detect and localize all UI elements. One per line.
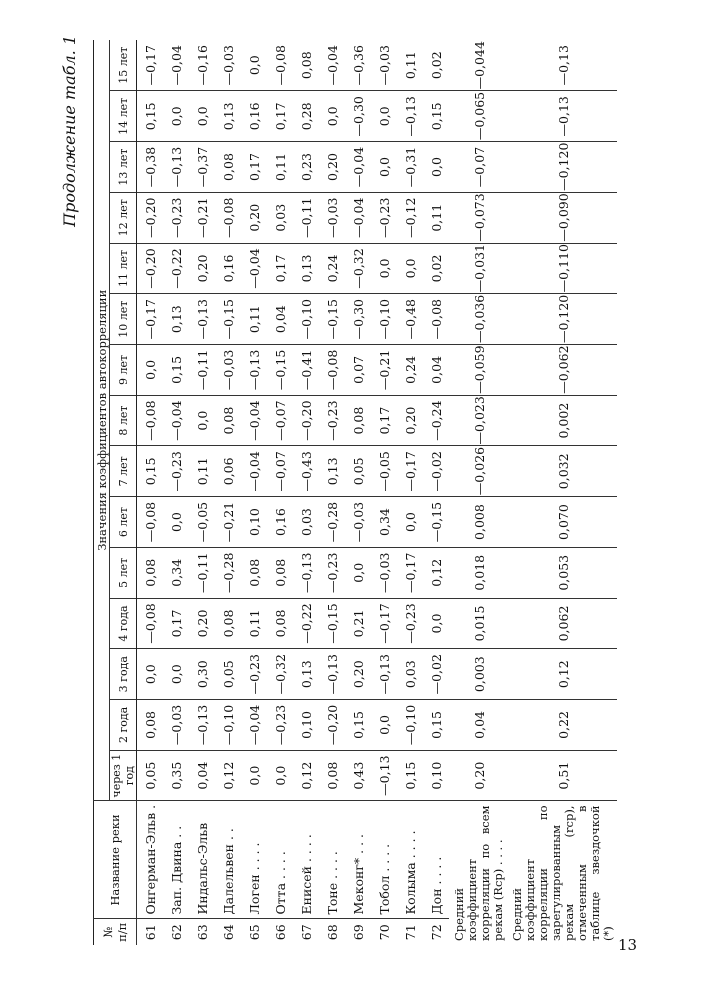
coefficient-cell: 0,11 — [267, 142, 293, 193]
average-value: —0,120 — [509, 294, 617, 345]
coefficient-cell: 0,12 — [293, 750, 319, 801]
coefficient-cell: 0,17 — [267, 91, 293, 142]
coefficient-cell: —0,04 — [168, 45, 184, 86]
row-number: 65 — [241, 919, 267, 945]
coefficient-cell: 0,35 — [163, 750, 189, 801]
average-value: 0,002 — [509, 395, 617, 446]
coefficient-cell: 0,17 — [267, 243, 293, 294]
table-row — [371, 40, 397, 945]
coefficient-cell: —0,36 — [350, 45, 366, 86]
row-number: 69 — [345, 919, 371, 945]
coefficient-cell: —0,21 — [189, 192, 215, 243]
average-value: —0,023 — [449, 395, 509, 446]
coefficient-cell: 0,28 — [293, 91, 319, 142]
table-row — [163, 40, 189, 945]
coefficient-cell: 0,07 — [345, 345, 371, 396]
average-value: —0,044 — [471, 41, 487, 90]
coefficient-cell: 0,24 — [397, 345, 423, 396]
average-value: 0,12 — [509, 649, 617, 700]
average-value: 0,20 — [449, 750, 509, 801]
river-name: Далельвен . . — [215, 801, 241, 919]
river-name: Отта . . . . — [267, 801, 293, 919]
coefficient-cell: 0,0 — [137, 345, 164, 396]
coefficient-cell: 0,11 — [241, 294, 267, 345]
coefficient-cell: —0,21 — [371, 345, 397, 396]
coefficient-cell: 0,11 — [423, 192, 449, 243]
header-year: через 1 год — [110, 750, 137, 801]
coefficient-cell: —0,30 — [345, 294, 371, 345]
coefficient-cell: —0,13 — [241, 345, 267, 396]
coefficient-cell: 0,0 — [345, 547, 371, 598]
coefficient-cell: 0,05 — [345, 446, 371, 497]
coefficient-cell: —0,13 — [371, 649, 397, 700]
coefficient-cell: 0,17 — [371, 395, 397, 446]
coefficient-cell: 0,0 — [371, 91, 397, 142]
header-year: 11 лет — [110, 243, 137, 294]
coefficient-cell: 0,15 — [137, 91, 164, 142]
coefficient-cell: —0,13 — [189, 294, 215, 345]
coefficient-cell: 0,03 — [293, 497, 319, 548]
coefficient-cell: 0,15 — [163, 345, 189, 396]
average-value: 0,003 — [449, 649, 509, 700]
coefficient-cell: —0,17 — [137, 294, 164, 345]
average-value: 0,070 — [509, 497, 617, 548]
header-year: 8 лет — [110, 395, 137, 446]
coefficient-cell: 0,0 — [241, 750, 267, 801]
coefficient-cell: 0,02 — [428, 51, 444, 80]
coefficient-cell: —0,43 — [293, 446, 319, 497]
coefficient-cell: 0,04 — [423, 345, 449, 396]
table-row — [319, 40, 345, 945]
coefficient-cell: —0,22 — [163, 243, 189, 294]
average-row — [449, 40, 509, 945]
coefficient-cell: —0,32 — [267, 649, 293, 700]
coefficient-cell: 0,0 — [189, 91, 215, 142]
river-name: Тоне . . . . — [319, 801, 345, 919]
coefficient-cell: 0,08 — [215, 395, 241, 446]
row-number: 64 — [215, 919, 241, 945]
coefficient-cell: —0,24 — [423, 395, 449, 446]
average-value: 0,22 — [509, 700, 617, 751]
coefficient-cell: 0,13 — [293, 649, 319, 700]
coefficient-cell: 0,0 — [137, 649, 164, 700]
river-name: Индальс-Эльв — [189, 801, 215, 919]
coefficient-cell: —0,20 — [293, 395, 319, 446]
coefficient-cell: 0,12 — [215, 750, 241, 801]
coefficient-cell: 0,20 — [241, 192, 267, 243]
average-value: 0,053 — [509, 547, 617, 598]
coefficient-cell: 0,30 — [189, 649, 215, 700]
coefficient-cell: 0,11 — [402, 51, 418, 80]
header-year: 13 лет — [110, 142, 137, 193]
coefficient-cell: —0,28 — [215, 547, 241, 598]
coefficient-cell: —0,37 — [189, 142, 215, 193]
coefficient-cell: —0,04 — [163, 395, 189, 446]
coefficient-cell: 0,0 — [371, 700, 397, 751]
header-year: 4 года — [110, 598, 137, 649]
average-value: —0,062 — [509, 345, 617, 396]
river-name: Тобол . . . . — [371, 801, 397, 919]
coefficient-cell: 0,34 — [371, 497, 397, 548]
coefficient-cell: 0,43 — [345, 750, 371, 801]
table-row — [293, 40, 319, 945]
rotated-page — [58, 35, 658, 945]
coefficient-cell: —0,04 — [324, 45, 340, 86]
coefficient-cell: —0,23 — [319, 547, 345, 598]
header-year: 2 года — [110, 700, 137, 751]
table-row — [423, 40, 449, 945]
coefficient-cell: —0,41 — [293, 345, 319, 396]
coefficient-cell: 0,17 — [163, 598, 189, 649]
coefficient-cell: —0,20 — [137, 192, 164, 243]
river-name: Логен . . . . — [241, 801, 267, 919]
average-value: 0,018 — [449, 547, 509, 598]
average-label: Средний коэффициент корреляции по всем рекам (Rср) . . . . — [449, 801, 509, 945]
coefficient-cell: —0,05 — [371, 446, 397, 497]
average-value: —0,065 — [449, 91, 509, 142]
coefficient-cell: 0,20 — [189, 243, 215, 294]
coefficient-cell: 0,05 — [137, 750, 164, 801]
coefficient-cell: 0,0 — [246, 55, 262, 76]
coefficient-cell: 0,08 — [215, 598, 241, 649]
coefficient-cell: —0,10 — [371, 294, 397, 345]
coefficient-cell: 0,03 — [267, 192, 293, 243]
coefficient-cell: —0,13 — [371, 750, 397, 801]
header-year: 7 лет — [110, 446, 137, 497]
river-name: Зап. Двина . . — [163, 801, 189, 919]
row-number: 62 — [163, 919, 189, 945]
coefficient-cell: 0,20 — [345, 649, 371, 700]
coefficient-cell: 0,0 — [371, 243, 397, 294]
coefficient-cell: 0,08 — [267, 547, 293, 598]
coefficient-cell: —0,10 — [293, 294, 319, 345]
coefficient-cell: —0,15 — [215, 294, 241, 345]
average-value: 0,015 — [449, 598, 509, 649]
average-value: —0,090 — [509, 192, 617, 243]
coefficient-cell: —0,08 — [423, 294, 449, 345]
coefficient-cell: 0,15 — [345, 700, 371, 751]
coefficient-cell: 0,16 — [215, 243, 241, 294]
coefficient-cell: —0,08 — [319, 345, 345, 396]
coefficient-cell: 0,0 — [371, 142, 397, 193]
autocorrelation-table — [93, 40, 617, 945]
header-year: 14 лет — [110, 91, 137, 142]
coefficient-cell: 0,34 — [163, 547, 189, 598]
coefficient-cell: 0,16 — [267, 497, 293, 548]
coefficient-cell: —0,04 — [345, 142, 371, 193]
coefficient-cell: 0,08 — [137, 547, 164, 598]
coefficient-cell: 0,13 — [163, 294, 189, 345]
average-value: 0,032 — [509, 446, 617, 497]
coefficient-cell: 0,0 — [319, 91, 345, 142]
coefficient-cell: 0,0 — [267, 750, 293, 801]
row-number: 63 — [189, 919, 215, 945]
coefficient-cell: 0,0 — [423, 142, 449, 193]
coefficient-cell: —0,08 — [272, 45, 288, 86]
coefficient-cell: —0,12 — [397, 192, 423, 243]
coefficient-cell: 0,08 — [267, 598, 293, 649]
coefficient-cell: —0,03 — [220, 45, 236, 86]
coefficient-cell: —0,15 — [267, 345, 293, 396]
row-number: 67 — [293, 919, 319, 945]
coefficient-cell: —0,23 — [371, 192, 397, 243]
average-value: —0,07 — [449, 142, 509, 193]
average-value: 0,008 — [449, 497, 509, 548]
coefficient-cell: 0,05 — [215, 649, 241, 700]
coefficient-cell: —0,17 — [371, 598, 397, 649]
coefficient-cell: 0,0 — [423, 598, 449, 649]
coefficient-cell: —0,23 — [319, 395, 345, 446]
coefficient-cell: —0,07 — [267, 446, 293, 497]
coefficient-cell: 0,04 — [189, 750, 215, 801]
header-num: № п/п — [94, 919, 137, 945]
average-value: —0,036 — [449, 294, 509, 345]
coefficient-cell: —0,10 — [397, 700, 423, 751]
coefficient-cell: —0,16 — [194, 45, 210, 86]
coefficient-cell: —0,17 — [397, 547, 423, 598]
average-value: —0,026 — [449, 446, 509, 497]
coefficient-cell: —0,05 — [189, 497, 215, 548]
header-year: 12 лет — [110, 192, 137, 243]
coefficient-cell: 0,13 — [319, 446, 345, 497]
river-name: Онгерман-Эльв . — [137, 801, 164, 919]
coefficient-cell: —0,03 — [163, 700, 189, 751]
coefficient-cell: —0,03 — [376, 45, 392, 86]
coefficient-cell: —0,10 — [215, 700, 241, 751]
header-group: Значения коэффициентов автокорреляции — [94, 40, 110, 801]
coefficient-cell: —0,13 — [189, 700, 215, 751]
coefficient-cell: 0,08 — [215, 142, 241, 193]
coefficient-cell: —0,13 — [319, 649, 345, 700]
coefficient-cell: 0,12 — [423, 547, 449, 598]
header-year: 5 лет — [110, 547, 137, 598]
average-value: —0,073 — [449, 192, 509, 243]
river-name: Меконг* . . . — [345, 801, 371, 919]
coefficient-cell: 0,03 — [397, 649, 423, 700]
coefficient-cell: —0,20 — [319, 700, 345, 751]
average-row — [509, 40, 617, 945]
coefficient-cell: —0,23 — [267, 700, 293, 751]
header-year: 15 лет — [110, 40, 137, 91]
table-row — [215, 40, 241, 945]
average-value: —0,13 — [509, 91, 617, 142]
coefficient-cell: 0,02 — [423, 243, 449, 294]
coefficient-cell: —0,08 — [215, 192, 241, 243]
coefficient-cell: —0,20 — [137, 243, 164, 294]
coefficient-cell: 0,21 — [345, 598, 371, 649]
header-year: 6 лет — [110, 497, 137, 548]
coefficient-cell: —0,23 — [163, 446, 189, 497]
coefficient-cell: 0,16 — [241, 91, 267, 142]
coefficient-cell: —0,11 — [189, 345, 215, 396]
table-row — [189, 40, 215, 945]
coefficient-cell: —0,04 — [241, 700, 267, 751]
row-number: 68 — [319, 919, 345, 945]
header-year: 10 лет — [110, 294, 137, 345]
coefficient-cell: 0,15 — [397, 750, 423, 801]
coefficient-cell: —0,04 — [241, 446, 267, 497]
coefficient-cell: —0,30 — [345, 91, 371, 142]
row-number: 72 — [423, 919, 449, 945]
average-value: 0,062 — [509, 598, 617, 649]
coefficient-cell: —0,02 — [423, 446, 449, 497]
coefficient-cell: —0,48 — [397, 294, 423, 345]
coefficient-cell: —0,08 — [137, 497, 164, 548]
coefficient-cell: 0,0 — [189, 395, 215, 446]
coefficient-cell: 0,11 — [241, 598, 267, 649]
coefficient-cell: 0,17 — [241, 142, 267, 193]
table-caption: Продолжение табл. 1 — [60, 35, 79, 227]
coefficient-cell: —0,11 — [293, 192, 319, 243]
row-number: 61 — [137, 919, 164, 945]
coefficient-cell: 0,06 — [215, 446, 241, 497]
coefficient-cell: 0,23 — [293, 142, 319, 193]
coefficient-cell: 0,10 — [423, 750, 449, 801]
average-value: —0,110 — [509, 243, 617, 294]
coefficient-cell: 0,20 — [319, 142, 345, 193]
coefficient-cell: —0,04 — [345, 192, 371, 243]
coefficient-cell: 0,24 — [319, 243, 345, 294]
coefficient-cell: —0,03 — [215, 345, 241, 396]
average-value: —0,059 — [449, 345, 509, 396]
coefficient-cell: 0,08 — [319, 750, 345, 801]
river-name: Дон . . . . — [423, 801, 449, 919]
header-river: Название реки — [94, 801, 137, 919]
coefficient-cell: 0,15 — [137, 446, 164, 497]
coefficient-cell: 0,15 — [423, 700, 449, 751]
coefficient-cell: —0,32 — [345, 243, 371, 294]
coefficient-cell: —0,23 — [241, 649, 267, 700]
coefficient-cell: —0,11 — [189, 547, 215, 598]
coefficient-cell: —0,03 — [345, 497, 371, 548]
coefficient-cell: 0,08 — [241, 547, 267, 598]
header-year: 9 лет — [110, 345, 137, 396]
coefficient-cell: 0,08 — [298, 51, 314, 80]
coefficient-cell: 0,15 — [423, 91, 449, 142]
row-number: 71 — [397, 919, 423, 945]
coefficient-cell: 0,04 — [267, 294, 293, 345]
coefficient-cell: —0,13 — [163, 142, 189, 193]
coefficient-cell: 0,0 — [163, 649, 189, 700]
coefficient-cell: 0,11 — [189, 446, 215, 497]
coefficient-cell: —0,03 — [371, 547, 397, 598]
coefficient-cell: 0,13 — [293, 243, 319, 294]
coefficient-cell: —0,03 — [319, 192, 345, 243]
coefficient-cell: 0,0 — [163, 91, 189, 142]
coefficient-cell: —0,17 — [142, 45, 158, 86]
coefficient-cell: 0,0 — [163, 497, 189, 548]
river-name: Енисей . . . . — [293, 801, 319, 919]
coefficient-cell: 0,20 — [397, 395, 423, 446]
coefficient-cell: —0,28 — [319, 497, 345, 548]
coefficient-cell: —0,23 — [397, 598, 423, 649]
row-number: 70 — [371, 919, 397, 945]
coefficient-cell: —0,15 — [423, 497, 449, 548]
coefficient-cell: 0,08 — [137, 700, 164, 751]
average-value: —0,13 — [555, 45, 571, 86]
row-number: 66 — [267, 919, 293, 945]
average-value: 0,04 — [449, 700, 509, 751]
coefficient-cell: 0,08 — [345, 395, 371, 446]
coefficient-cell: —0,07 — [267, 395, 293, 446]
table-row — [345, 40, 371, 945]
coefficient-cell: 0,10 — [293, 700, 319, 751]
coefficient-cell: —0,21 — [215, 497, 241, 548]
header-year: 3 года — [110, 649, 137, 700]
table-row — [137, 40, 164, 945]
coefficient-cell: 0,10 — [241, 497, 267, 548]
coefficient-cell: —0,04 — [241, 395, 267, 446]
table-row — [241, 40, 267, 945]
coefficient-cell: —0,23 — [163, 192, 189, 243]
coefficient-cell: —0,08 — [137, 598, 164, 649]
coefficient-cell: —0,38 — [137, 142, 164, 193]
page-number: 13 — [618, 936, 638, 954]
coefficient-cell: 0,20 — [189, 598, 215, 649]
average-label: Средний коэффициент корреляции по зарегулированным рекам (rср), отмеченным в таблице звездочкой (*) — [509, 801, 617, 945]
average-value: 0,51 — [509, 750, 617, 801]
coefficient-cell: —0,13 — [397, 91, 423, 142]
coefficient-cell: —0,22 — [293, 598, 319, 649]
coefficient-cell: —0,31 — [397, 142, 423, 193]
coefficient-cell: 0,13 — [215, 91, 241, 142]
coefficient-cell: 0,0 — [397, 497, 423, 548]
coefficient-cell: —0,04 — [241, 243, 267, 294]
coefficient-cell: —0,15 — [319, 598, 345, 649]
coefficient-cell: —0,17 — [397, 446, 423, 497]
coefficient-cell: 0,0 — [397, 243, 423, 294]
average-value: —0,120 — [509, 142, 617, 193]
table-row — [397, 40, 423, 945]
coefficient-cell: —0,13 — [293, 547, 319, 598]
river-name: Колыма . . . . — [397, 801, 423, 919]
coefficient-cell: —0,08 — [137, 395, 164, 446]
average-value: —0,031 — [449, 243, 509, 294]
table-row — [267, 40, 293, 945]
coefficient-cell: —0,15 — [319, 294, 345, 345]
coefficient-cell: —0,02 — [423, 649, 449, 700]
